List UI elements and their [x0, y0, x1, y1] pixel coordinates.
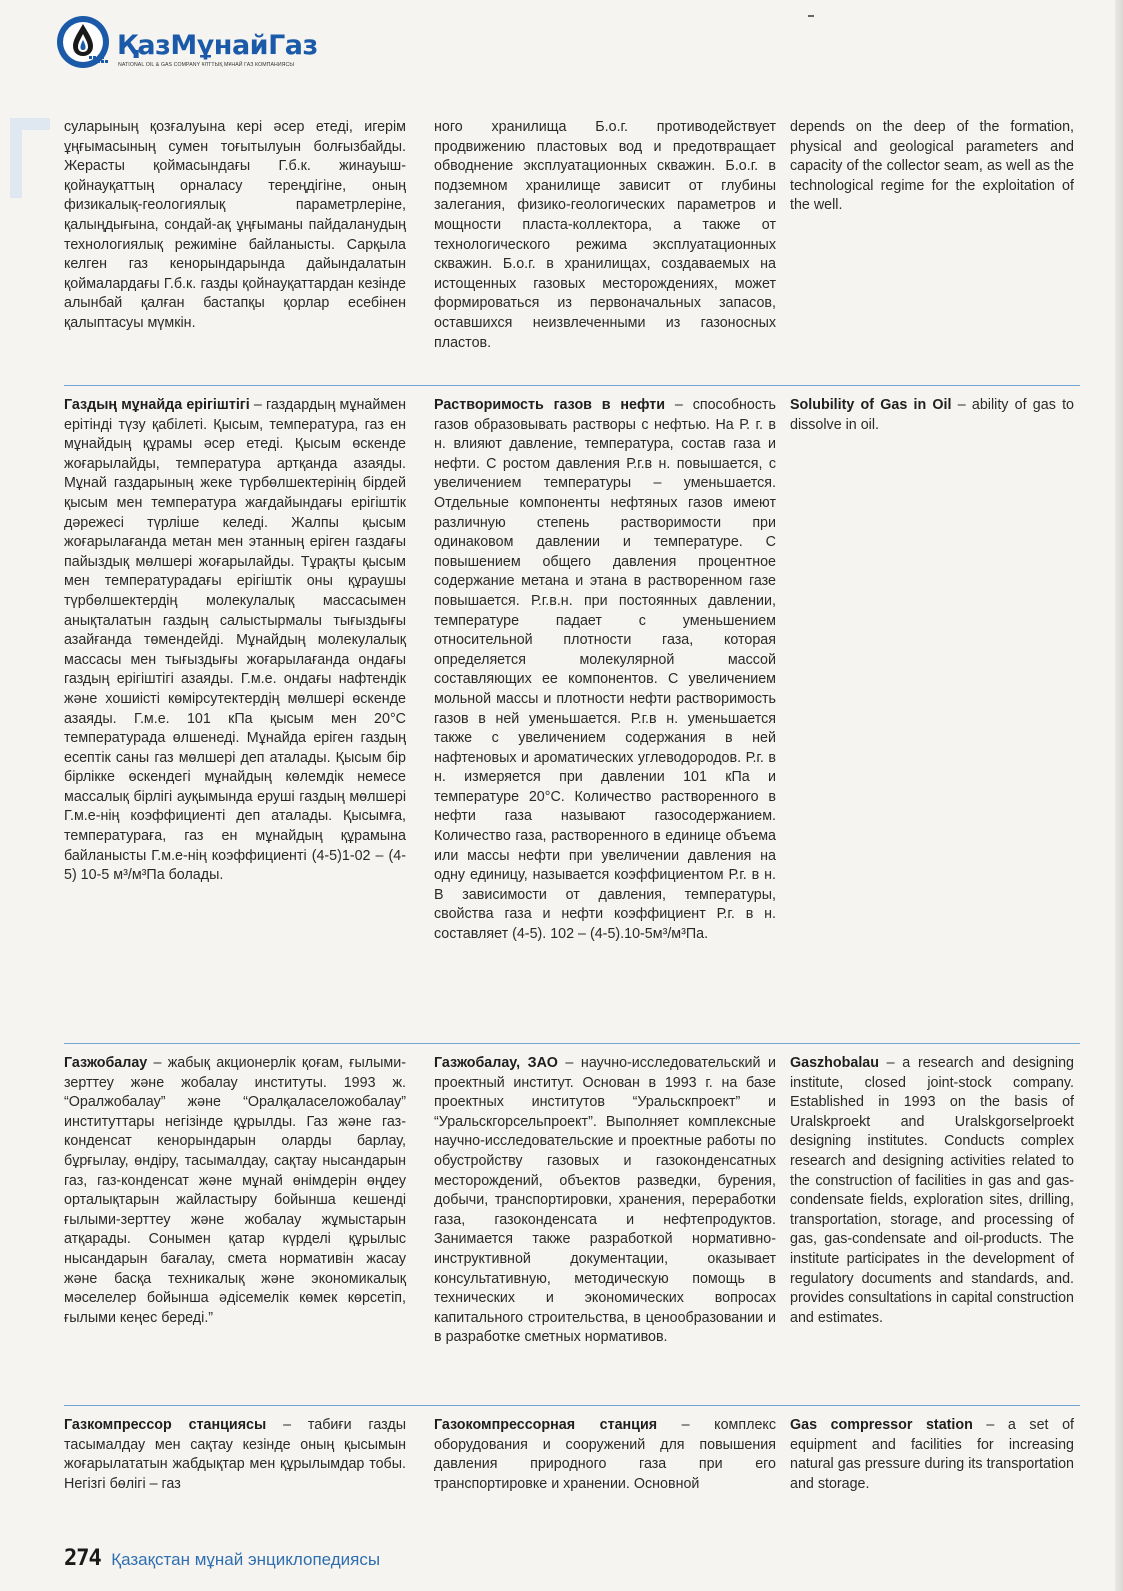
- page-edge-shadow: [1115, 0, 1123, 1591]
- entry-kazakh: суларының қозғалуына кері әсер етеді, игерім ұңғымасының сумен тоғытылуын болғызбайды. Жерасты қоймасындағы Г.б.к. жинауыш-қойнауқаттың орналасу тереңдігіне, оның физикалық-геологиялық параметрлеріне, қалыңдығына, сондай-ақ ұңғыманы пайдаланудың технологиялық режиміне байланысты. Сарқыла келген газ кенорындарында дайындалатын қоймалардағы Г.б.к. газды қойнауқаттардан кезінде алынбай қалған бастапқы қорлар есебінен қалыптасуы мүмкін.: [64, 119, 406, 331]
- entry-kazakh: Газкомпрессор станциясы – табиғи газды тасымалдау мен сақтау кезінде оның қысымын жоғарылататын жабдықтар мен құрылымдар тобы. Негізгі бөлігі – газ: [64, 1417, 406, 1492]
- entry-term: Gas compressor station: [790, 1417, 973, 1433]
- entry-row: [64, 1043, 1080, 1396]
- entry-row: [64, 1405, 1080, 1516]
- entry-term: Газкомпрессор станциясы: [64, 1417, 267, 1433]
- entry-kazakh: Газжобалау – жабық акционерлік қоғам, ғылыми-зерттеу және жобалау институты. 1993 ж. “Оралжобалау” және “Оралқаласеложобалау” институттары негізінде құрылды. Газ және газ-конденсат кенорындарын оларды барлау, бұрғылау, өндіру, тасымалдау, сақтау нысандарын газ, газ-конденсат және мұнай өнімдерін өңдеу орталықтарын жайластыру бойынша кешенді ғылыми-зерттеу және жобалау жұмыстарын атқарады. Сонымен қатар күрделі құрылыс нысандарын бағалау, смета нормативін жасау және басқа техникалық және экономикалық мәселелер бойынша әдісемелік көмек көрсетіп, ғылыми кеңес береді.”: [64, 1055, 406, 1326]
- entry-english: depends on the deep of the formation, physical and geological parameters and capacity of the collector seam, as well as the technological regime for the exploitation of the well.: [790, 119, 1074, 214]
- entry-term: Газжобалау, ЗАО: [434, 1055, 558, 1071]
- entry-kazakh: Газдың мұнайда ерігіштігі – газдардың мұнаймен ерітінді түзу қабілеті. Қысым, температура, газ ен мұнайдың құрамы әсер етеді. Қысым өскенде жоғарылайды, температура артқанда азаяды. Мұнай газдарының жеке түрбөлшектерінің бірдей қысым мен температура жағдайындағы ерігіштік дәрежесі түрліше келеді. Жалпы қысым жоғарылағанда метан мен этанның еріген газдағы пайыздық мөлшері жоғарылайды. Тұрақты қысым мен температурадағы ерігіштік оны құраушы түрбөлшектердің молекулалық массасымен анықталатын газдың салыстырмалы тығыздығы азайғанда төмендейді. Мұнайдың молекулалық массасы мен тығыздығы жоғарылағанда ондағы газдың ерігіштігі азаяды. Г.м.е. ондағы нафтендік және хошиісті көмірсутектердің мөлшері өскенде азаяды. Г.м.е. 101 кПа қысым мен 20°С температурада өлшенеді. Мұнайда еріген газдың есептік саны газ мөлшері деп аталады. Қысым бір бірлікке өскендегі мұнайдың көлемдік немесе массалық бірлігі ауқымында еруші газдың мөлшері Г.м.е-нің коэффициенті деп аталады. Қысымға, температураға, газ ен мұнайдың құрамына байланысты Г.м.е-нің коэффициенті (4-5)1-02 – (4-5) 10-5 м³/м³Па болады.: [64, 397, 406, 884]
- entry-term: Газдың мұнайда ерігіштігі: [64, 397, 250, 413]
- entry-term: Растворимость газов в нефти: [434, 397, 666, 413]
- entry-term: Solubility of Gas in Oil: [790, 397, 952, 413]
- entry-row: [64, 385, 1080, 1034]
- entry-english: Gas compressor station – a set of equipment and facilities for increasing natural gas pressure during its transportation and storage.: [790, 1417, 1074, 1492]
- entry-russian: Растворимость газов в нефти – способность газов образовывать растворы с нефтью. На Р. г. в н. влияют давление, температура, состав газа и нефти. С ростом давления Р.г.в н. повышается, с увеличением температуры – уменьшается. Отдельные компоненты нефтяных газов имеют различную степень растворимости при одинаковом давлении и температуре. С повышением общего давления процентное содержание метана и этана в растворенном газе повышается. Р.г.в.н. при постоянных давлении, температуре падает с уменьшением относительной плотности газа, которая определяется молекулярной массой составляющих ее компонентов. С увеличением мольной массы и плотности нефти растворимость газов в ней уменьшается. Р.г.в н. уменьшается также с увеличением содержания в ней нафтеновых и ароматических углеводородов. Р.г. в н. измеряется при давлении 101 кПа и температуре 20°С. Количество растворенного в нефти газа называют газосодержанием. Количество газа, растворенного в единице объема или массы нефти при увеличении давления на одну единицу, называется коэффициентом Р.г. в н. В зависимости от давления, температуры, свойства газа и нефти коэффициент Р.г. в н. составляет (4-5). 102 – (4-5).10-5м³/м³Па.: [434, 397, 776, 943]
- entry-english: Solubility of Gas in Oil – ability of gas to dissolve in oil.: [790, 397, 1074, 433]
- entry-russian: Газокомпрессорная станция – комплекс оборудования и сооружений для повышения давления природного газа при его транспортировке и хранении. Основной: [434, 1417, 776, 1492]
- page-header: [55, 12, 375, 72]
- logo-wordmark: ҚазМұнайГаз: [117, 30, 318, 61]
- logo-subtitle: NATIONAL OIL & GAS COMPANY ҰЛТТЫҚ МҰНАЙ ГАЗ КОМПАНИЯСЫ: [118, 62, 295, 68]
- corner-decoration: [10, 118, 50, 198]
- page-number: 274: [64, 1546, 101, 1571]
- entry-term: Gaszhobalau: [790, 1055, 879, 1071]
- entry-row: [64, 116, 1080, 378]
- entry-term: Газжобалау: [64, 1055, 148, 1071]
- kazmunaygas-logo-icon: [55, 12, 117, 72]
- scan-mark: [808, 15, 814, 17]
- entry-english: Gaszhobalau – a research and designing institute, closed joint-stock company. Established in 1993 on the basis of Uralskproekt and Uralskgorselproekt designing institutes. Conducts complex research and designing activities related to the construction of facilities in gas and gas-condensate fields, exploration sites, drilling, transportation, storage, and processing of gas, gas-condensate and oil-products. The institute participates in the development of regulatory documents and standards, and. provides consultations in capital construction and estimates.: [790, 1055, 1074, 1326]
- entry-russian: Газжобалау, ЗАО – научно-исследовательский и проектный институт. Основан в 1993 г. на базе проектных институтов “Уральскпроект” и “Уральскгорсельпроект”. Выполняет комплексные научно-исследовательские и проектные работы по обустройству газовых и газоконденсатных месторождений, объектов разведки, бурения, добычи, транспортировки, хранения, переработки газа, газоконденсата и нефтепродуктов. Занимается также разработкой нормативно-инструктивной документации, оказывает консультативную, методическую помощь в технических и экономических вопросах капитального строительства, в ценообразовании и в разработке сметных нормативов.: [434, 1055, 776, 1346]
- entry-russian: ного хранилища Б.о.г. противодействует продвижению пластовых вод и предотвращает обводнение эксплуатационных скважин. Б.о.г. в подземном хранилище зависит от глубины залегания, физико-геологических параметров и мощности пласта-коллектора, а также от технологического режима эксплуатационных скважин. Б.о.г. в хранилищах, создаваемых на истощенных газовых месторождениях, может формироваться из первоначальных запасов, оставшихся неизвлеченными из газоносных пластов.: [434, 119, 776, 351]
- entry-term: Газокомпрессорная станция: [434, 1417, 658, 1433]
- page-footer: [64, 1546, 380, 1571]
- running-title: Қазақстан мұнай энциклопедиясы: [111, 1550, 381, 1569]
